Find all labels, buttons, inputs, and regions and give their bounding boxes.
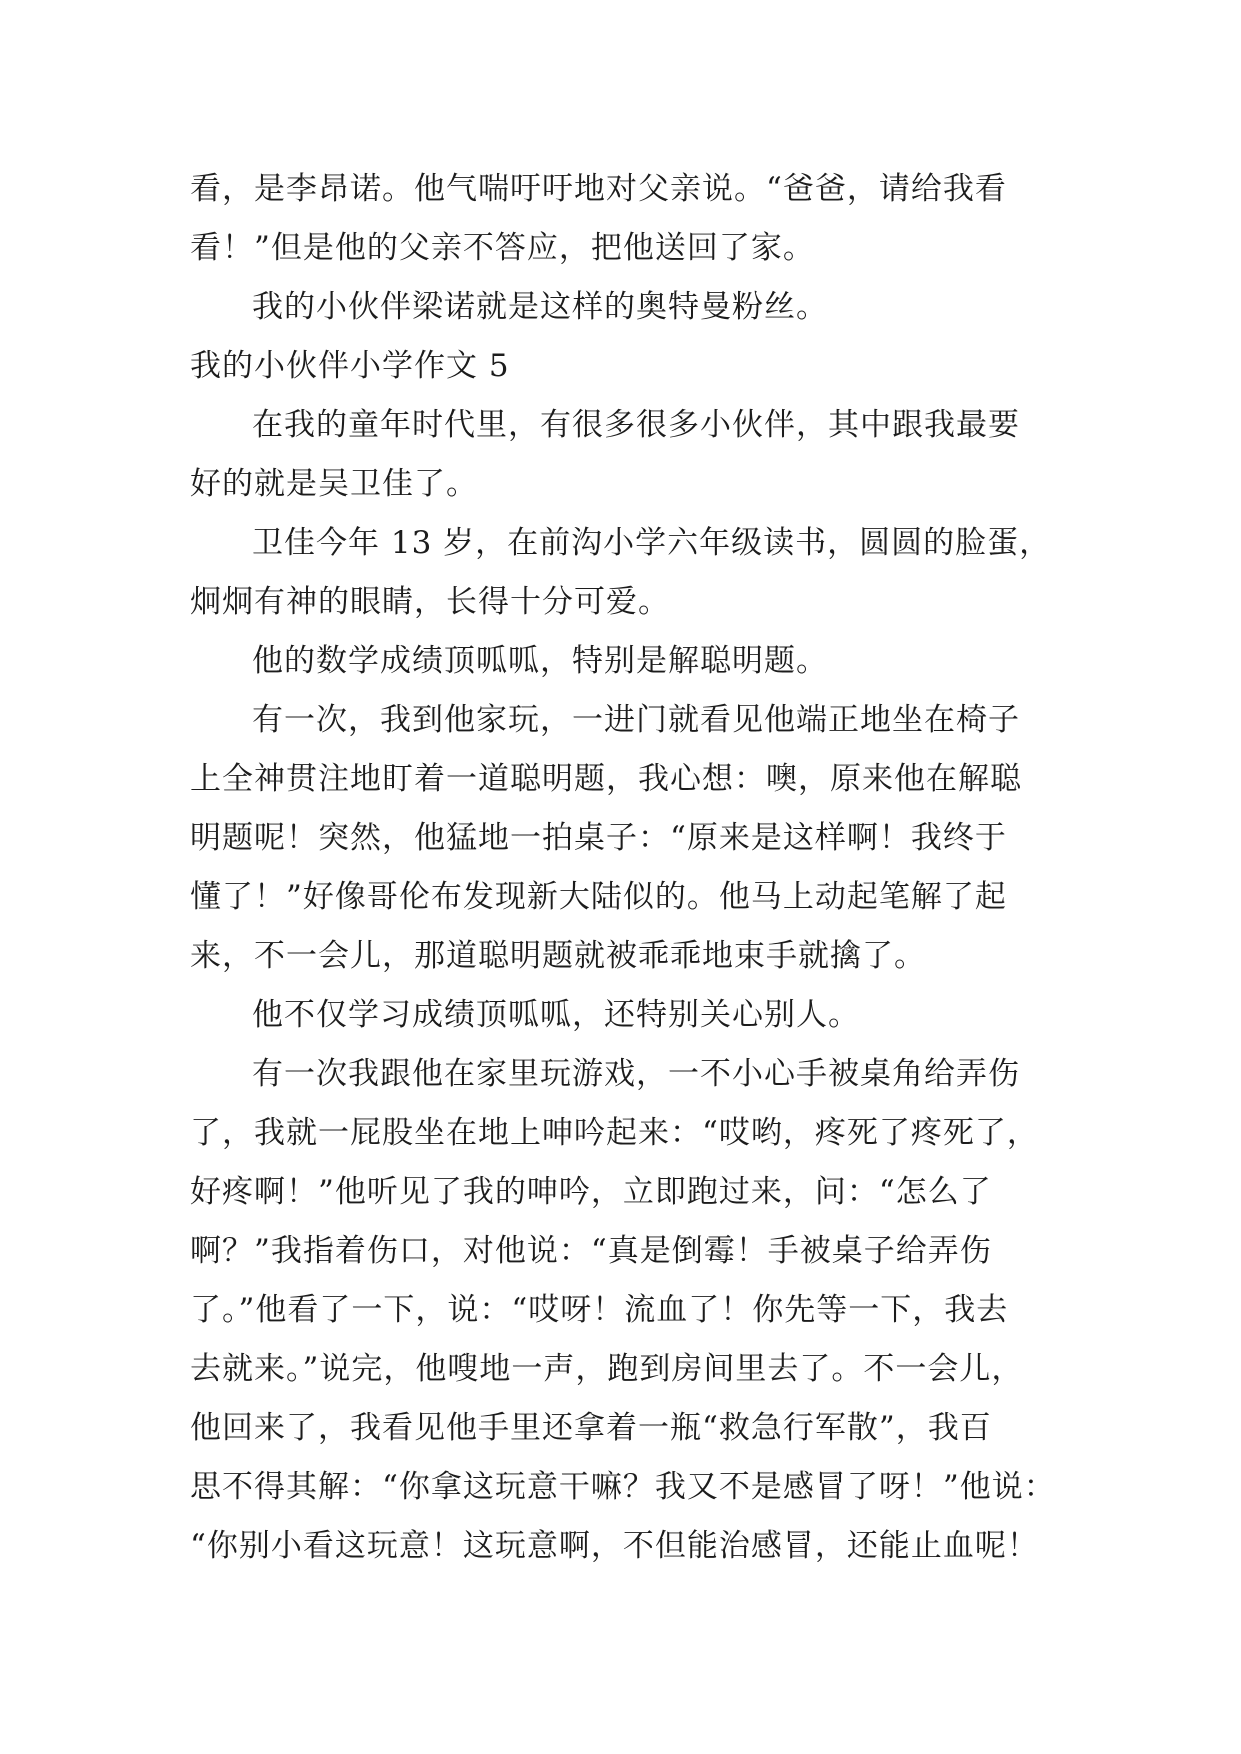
document-body [190,160,1070,1576]
text-line: 好的就是吴卫佳了。 [190,466,478,502]
paragraph-line: 他不仅学习成绩顶呱呱，还特别关心别人。 [252,997,860,1033]
text-line: 懂了！”好像哥伦布发现新大陆似的。他马上动起笔解了起 [190,879,1007,915]
text-line: 上全神贯注地盯着一道聪明题，我心想：噢，原来他在解聪 [190,761,1022,797]
text-line: 看，是李昂诺。他气喘吁吁地对父亲说。“爸爸，请给我看 [190,171,1007,207]
text-line: 了，我就一屁股坐在地上呻吟起来：“哎哟，疼死了疼死了， [190,1115,1039,1151]
text-line: 炯炯有神的眼睛，长得十分可爱。 [190,584,670,620]
text-line: 好疼啊！”他听见了我的呻吟，立即跑过来，问：“怎么了 [190,1174,992,1210]
text-line: 看！”但是他的父亲不答应，把他送回了家。 [190,230,815,266]
text-line: 去就来。”说完，他嗖地一声，跑到房间里去了。不一会儿， [190,1351,1024,1387]
paragraph-line: 在我的童年时代里，有很多很多小伙伴，其中跟我最要 [252,407,1020,443]
paragraph-line: 有一次我跟他在家里玩游戏，一不小心手被桌角给弄伤 [252,1056,1020,1092]
text-line: 他回来了，我看见他手里还拿着一瓶“救急行军散”，我百 [190,1410,992,1446]
paragraph-line: 他的数学成绩顶呱呱，特别是解聪明题。 [252,643,828,679]
text-line: 思不得其解：“你拿这玩意干嘛？我又不是感冒了呀！”他说： [190,1469,1056,1505]
paragraph-line: 卫佳今年 13 岁，在前沟小学六年级读书，圆圆的脸蛋， [252,525,1052,561]
text-line: 明题呢！突然，他猛地一拍桌子：“原来是这样啊！我终于 [190,820,1007,856]
paragraph-line: 我的小伙伴梁诺就是这样的奥特曼粉丝。 [252,289,828,325]
text-line: “你别小看这玩意！这玩意啊，不但能治感冒，还能止血呢！ [190,1528,1039,1564]
text-line: 啊？”我指着伤口，对他说：“真是倒霉！手被桌子给弄伤 [190,1233,992,1269]
paragraph-line: 有一次，我到他家玩，一进门就看见他端正地坐在椅子 [252,702,1020,738]
text-line: 了。”他看了一下，说：“哎呀！流血了！你先等一下，我去 [190,1292,1009,1328]
section-heading: 我的小伙伴小学作文 5 [190,348,510,384]
text-line: 来，不一会儿，那道聪明题就被乖乖地束手就擒了。 [190,938,926,974]
